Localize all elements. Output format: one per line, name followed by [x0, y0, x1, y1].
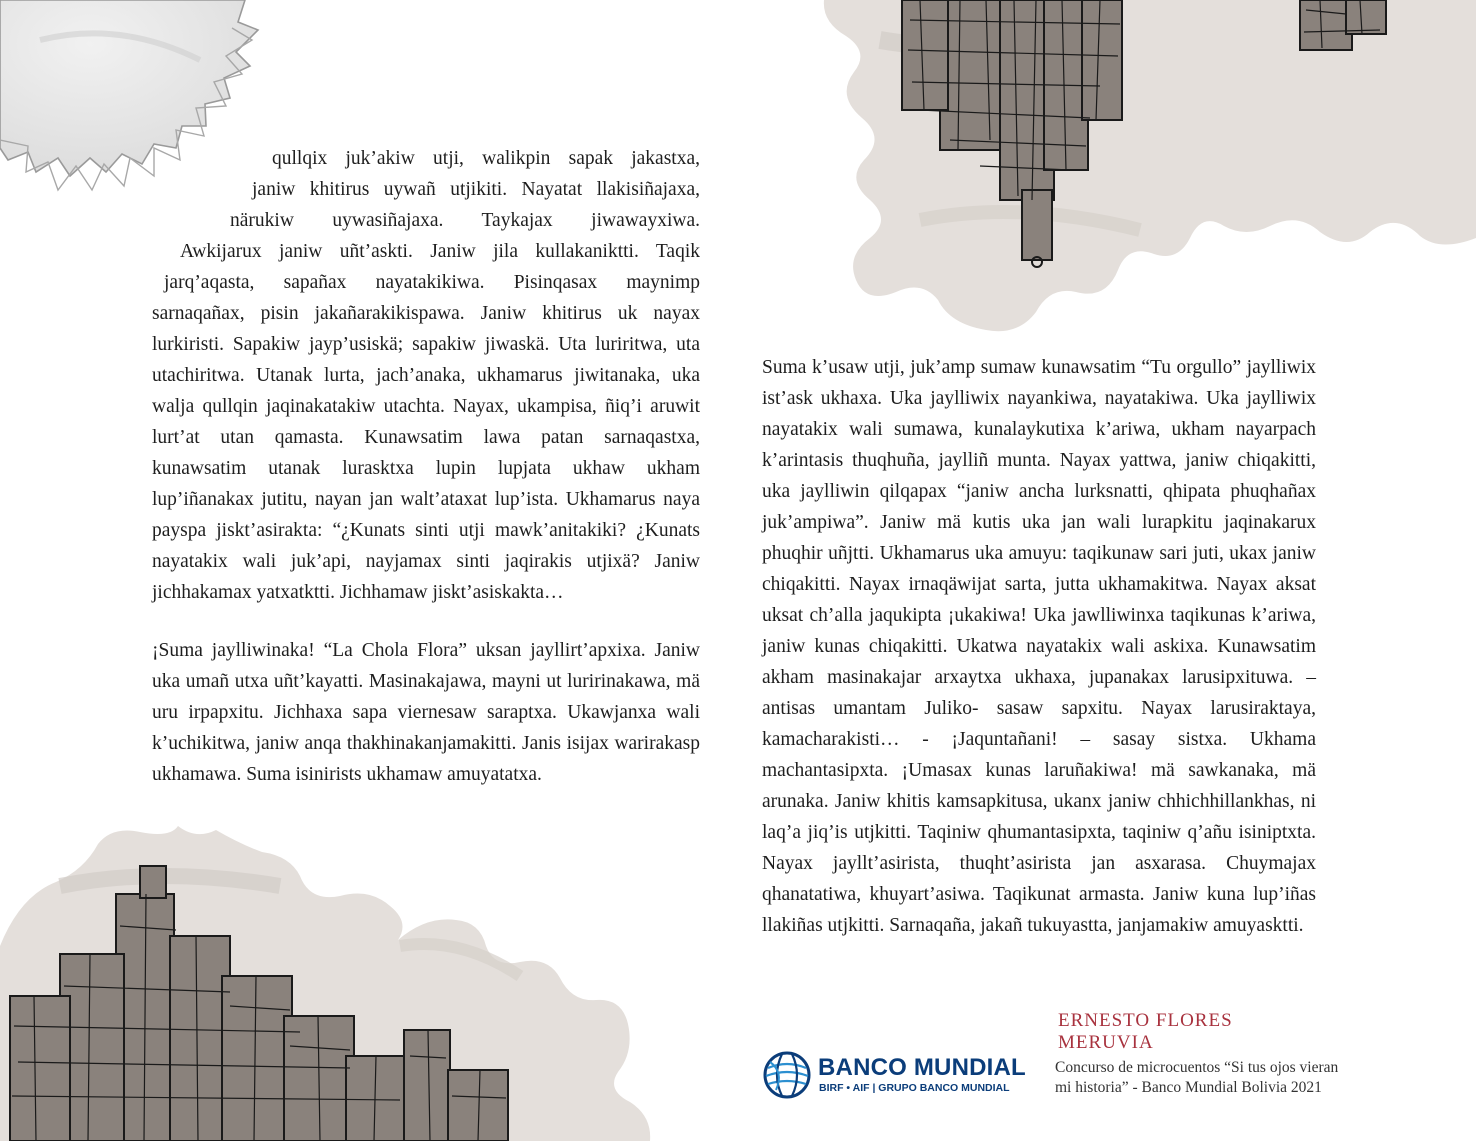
story-line: närukiw uywasiñajaxa. Taykajax jiwawayxiwa. [230, 210, 700, 231]
contest-caption: Concurso de microcuentos “Si tus ojos vieran mi historia” - Banco Mundial Bolivia 2021 [1055, 1059, 1339, 1096]
story-paragraph-3: Suma k’usaw utji, juk’amp sumaw kunawsatim “Tu orgullo” jaylliwix ist’ask ukhaxa. Uka jaylliwix nayankiwa, nayatakiwa. Uka jaylliwix nayatakix wali sumawa, kunalaykutixa k’ariwa, ukham nayarpach k’arintasis thuqhuña, jaylliñ munta. Nayax yattwa, janiw chiqakitti, uka jaylliwin qilqapax “janiw ancha lurksnatti, qhipata phuqhañax juk’ampiwa”. Janiw mä kutis uka jan wali lurapkitu jaqinakarux phuqhir uñjtti. Ukhamarus uka amuyu: taqikunaw sari juti, ukax janiw chiqakitti. Nayax irnaqäwijat sarta, jutta ukhamakitwa. Nayax aksat uksat ch’alla jaqukipta ¡ukakiwa! Uka jawlliwinxa taqikunas k’ariwa, janiw kunas chiqakitti. Ukatwa nayatakix wali askixa. Kunawsatim akham masinakajar arxaytxa ukhaxa, jupanakax larusipxituwa. – antisas umantam Juliko- sasaw sapxitu. Nayax larusiraktaya, kamacharakisti… - ¡Jaquntañani! – sasay sistxa. Ukhama machantasipxta. ¡Umasax kunas laruñakiwa! mä sawkanaka, mä arunaka. Janiw khitis kamsapkitusa, ukanx janiw chhichhillankhas, ni laq’a jiq’is utjkitti. Taqiniw qhumantasipxta, taqiniw q’añu isiniptxta. Nayax jayllt’asirista, thuqht’asirista jan asxarasa. Chuymajax qhanatatiwa, khuyart’asiwa. Taqikunat armasta. Janiw kuna lup’iñas llakiñas utjkitti. Sarnaqaña, jakañ tukuyastta, janjamakiw amuyasktti. [762, 357, 1316, 936]
banco-mundial-logo [762, 1050, 1024, 1100]
story-line: Awkijarux janiw uñt’askti. Janiw jila kullakaniktti. Taqik [180, 241, 700, 262]
story-line: qullqix juk’akiw utji, walikpin sapak jakastxa, [272, 148, 700, 169]
logo-title: BANCO MUNDIAL [818, 1054, 1026, 1081]
story-paragraph-1 [152, 143, 700, 608]
story-right-column [762, 352, 1316, 941]
globe-icon [762, 1050, 812, 1100]
city-illustration-bottom [0, 826, 660, 1141]
story-paragraph-2: ¡Suma jaylliwinaka! “La Chola Flora” uksan jayllirt’apxixa. Janiw uka umañ utxa uñt’kayatti. Masinakajawa, mayni ut luririnakawa, mä uru irpapxitu. Jichhaxa sapa viernesaw saraptxa. Ukawjanxa wali k’uchikitwa, janiw anqa thakhinakanjamakitti. Janis isijax warirakasp ukhamawa. Suma isinirists ukhamaw amuyatatxa. [152, 640, 700, 785]
story-line: jarq’aqasta, sapañax nayatakikiwa. Pisinqasax maynimp [164, 272, 700, 293]
story-left-column [152, 143, 700, 790]
story-line: janiw khitirus uywañ utjikiti. Nayatat llakisiñajaxa, [252, 179, 700, 200]
city-illustration-top [800, 0, 1476, 340]
logo-subtitle: BIRF • AIF | GRUPO BANCO MUNDIAL [819, 1082, 1010, 1094]
story-paragraph-1-rest: sarnaqañax, pisin jakañarakikispawa. Janiw khitirus uk nayax lurkiristi. Sapakiw jayp’usiskä; sapakiw jiwaskä. Uta luriritwa, uta utachiritwa. Utanak lurta, jach’anaka, ukhamarus jiwitanaka, uka walja qullqin jaqinakatakiw utachta. Nayax, ukampisa, ñiq’i aruwit lurt’at utan qamasta. Kunawsatim lawa patan sarnaqastxa, kunawsatim utanak lurasktxa lupin lupjata ukhaw ukham lup’iñanakax jutitu, nayan jan walt’ataxat lup’ista. Ukhamarus naya payspa jiskt’asirakta: “¿Kunats sinti utji mawk’anitakiki? ¿Kunats nayatakix wali juk’api, nayjamax sinti jaqirakis utjixä? Janiw jichhakamax yatxatktti. Jichhamaw jiskt’asiskakta… [152, 303, 700, 603]
author-name: ERNESTO FLORES MERUVIA [1058, 1010, 1233, 1053]
